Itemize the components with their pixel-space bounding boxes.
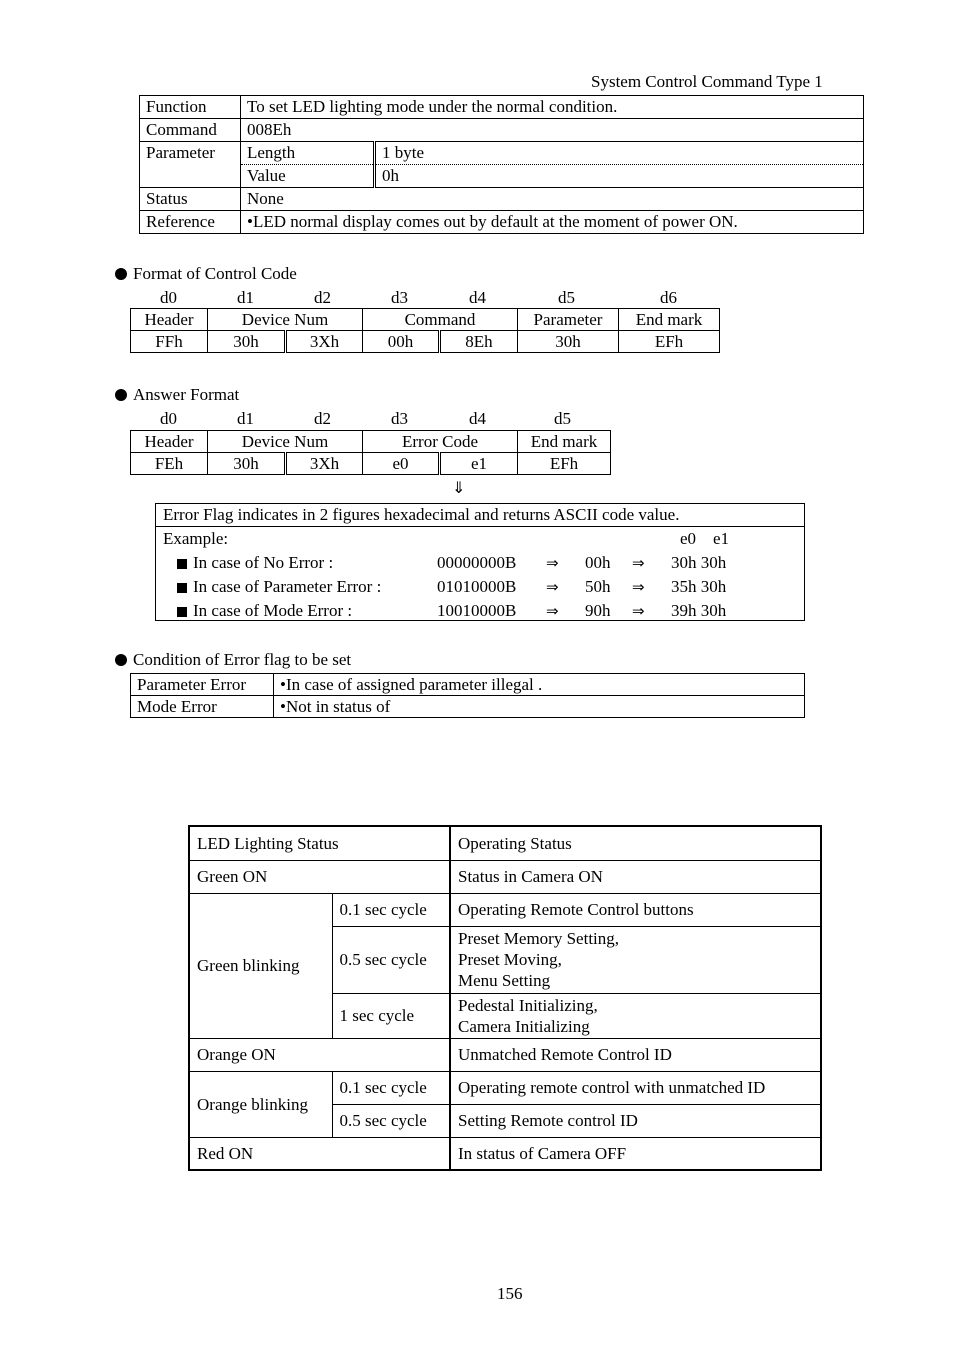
- d-label: d4: [469, 288, 486, 307]
- d-label: d2: [314, 288, 331, 307]
- condition-name: Mode Error: [131, 696, 274, 718]
- table-row: [131, 309, 720, 331]
- error-binary: 00000000B: [437, 553, 517, 572]
- operating-status: Operating remote control with unmatched ID: [450, 1071, 821, 1104]
- end-mark-cell: End mark: [518, 431, 611, 453]
- cycle: 0.1 sec cycle: [332, 893, 450, 926]
- example-row: [156, 527, 804, 551]
- cycle: 1 sec cycle: [332, 993, 450, 1038]
- error-case-label: In case of No Error :: [193, 553, 334, 572]
- led-status-table: [188, 825, 822, 1171]
- status-line: Preset Memory Setting,: [458, 929, 620, 948]
- status-label: Status: [140, 188, 241, 211]
- error-flag-description: Error Flag indicates in 2 figures hexadecimal and returns ASCII code value.: [156, 504, 804, 527]
- table-row: [189, 860, 821, 893]
- parameter-cell: Parameter: [518, 309, 619, 331]
- table-row: [189, 826, 821, 860]
- status-value: None: [241, 188, 864, 211]
- example-label: Example:: [163, 529, 229, 548]
- page-number: 156: [497, 1284, 523, 1303]
- value-cell: 3Xh: [286, 453, 363, 475]
- command-value: 008Eh: [241, 119, 864, 142]
- d-label: d5: [558, 288, 575, 307]
- value-cell: 30h: [208, 453, 286, 475]
- error-case-label: In case of Parameter Error :: [193, 577, 382, 596]
- control-code-d-labels: [0, 288, 954, 308]
- square-bullet-icon: [177, 559, 187, 569]
- table-row: [189, 1071, 821, 1104]
- d-label: d1: [237, 288, 254, 307]
- table-row: [140, 211, 864, 234]
- reference-label: Reference: [140, 211, 241, 234]
- table-row: [140, 188, 864, 211]
- square-bullet-icon: [177, 607, 187, 617]
- d-label: d0: [160, 288, 177, 307]
- header-cell: Header: [131, 431, 208, 453]
- cycle: 0.1 sec cycle: [332, 1071, 450, 1104]
- command-summary-table: [139, 95, 864, 234]
- operating-status: [450, 993, 821, 1038]
- status-line: Camera Initializing: [458, 1016, 590, 1036]
- right-arrow-icon: ⇒: [632, 602, 645, 620]
- value-cell: FFh: [131, 331, 208, 353]
- error-case-label: In case of Mode Error :: [193, 601, 353, 620]
- d-label: d3: [391, 288, 408, 307]
- value-cell: EFh: [518, 453, 611, 475]
- value-cell: e0: [363, 453, 440, 475]
- function-value: To set LED lighting mode under the normal condition.: [241, 96, 864, 119]
- operating-status: Unmatched Remote Control ID: [450, 1038, 821, 1071]
- value-cell: 30h: [518, 331, 619, 353]
- right-arrow-icon: ⇒: [632, 554, 645, 572]
- value-value: 0h: [375, 165, 864, 188]
- operating-status: Status in Camera ON: [450, 860, 821, 893]
- down-arrow-icon: ⇓: [452, 478, 466, 497]
- led-status: Red ON: [189, 1137, 450, 1170]
- status-line: Preset Moving,: [458, 950, 562, 969]
- table-row: [140, 96, 864, 119]
- condition-table: [130, 673, 805, 718]
- bullet-icon: [115, 268, 127, 280]
- error-ascii: 35h 30h: [671, 577, 727, 596]
- error-binary: 10010000B: [437, 601, 517, 620]
- e-labels: e0 e1: [680, 529, 730, 548]
- status-line: Menu Setting: [458, 971, 551, 990]
- table-row: [189, 1038, 821, 1071]
- control-code-table: [130, 308, 720, 353]
- right-arrow-icon: ⇒: [546, 578, 559, 596]
- table-row: [131, 331, 720, 353]
- error-hex: 50h: [585, 577, 611, 596]
- operating-status: [450, 926, 821, 993]
- error-binary: 01010000B: [437, 577, 517, 596]
- answer-format-heading-text: Answer Format: [133, 385, 240, 404]
- device-num-cell: Device Num: [208, 431, 363, 453]
- value-cell: 3Xh: [286, 331, 363, 353]
- table-row: [140, 142, 864, 165]
- answer-table: [130, 430, 611, 475]
- led-status: Green blinking: [189, 893, 332, 1038]
- error-hex: 00h: [585, 553, 611, 572]
- error-example-row: [156, 551, 804, 575]
- device-num-cell: Device Num: [208, 309, 363, 331]
- bullet-icon: [115, 654, 127, 666]
- length-label: Length: [241, 142, 375, 165]
- value-cell: e1: [440, 453, 518, 475]
- table-row: [189, 1137, 821, 1170]
- operating-status: In status of Camera OFF: [450, 1137, 821, 1170]
- table-row: [140, 119, 864, 142]
- end-mark-cell: End mark: [619, 309, 720, 331]
- table-row: [131, 453, 611, 475]
- value-cell: EFh: [619, 331, 720, 353]
- table-row: [189, 893, 821, 926]
- error-code-cell: Error Code: [363, 431, 518, 453]
- error-flag-box: [155, 503, 805, 621]
- bullet-icon: [115, 389, 127, 401]
- right-arrow-icon: ⇒: [632, 578, 645, 596]
- error-hex: 90h: [585, 601, 611, 620]
- reference-value: •LED normal display comes out by default at the moment of power ON.: [241, 211, 864, 234]
- operating-status: Setting Remote control ID: [450, 1104, 821, 1137]
- condition-desc: •In case of assigned parameter illegal .: [274, 674, 805, 696]
- condition-heading: [115, 649, 351, 671]
- control-code-heading: [115, 263, 297, 285]
- table-row: [131, 696, 805, 718]
- length-value: 1 byte: [375, 142, 864, 165]
- function-label: Function: [140, 96, 241, 119]
- command-label: Command: [140, 119, 241, 142]
- value-cell: FEh: [131, 453, 208, 475]
- right-arrow-icon: ⇒: [546, 602, 559, 620]
- error-example-row: [156, 575, 804, 599]
- led-status: Orange ON: [189, 1038, 450, 1071]
- answer-format-heading: [115, 384, 239, 406]
- value-cell: 8Eh: [440, 331, 518, 353]
- d-label: d2: [314, 409, 331, 428]
- d-label: d6: [660, 288, 677, 307]
- page-header-title: System Control Command Type 1: [591, 72, 823, 91]
- led-status: Orange blinking: [189, 1071, 332, 1137]
- table-row: [131, 674, 805, 696]
- led-col-header: LED Lighting Status: [189, 826, 450, 860]
- header-cell: Header: [131, 309, 208, 331]
- table-row: [131, 431, 611, 453]
- cycle: 0.5 sec cycle: [332, 926, 450, 993]
- error-ascii: 39h 30h: [671, 601, 727, 620]
- square-bullet-icon: [177, 583, 187, 593]
- status-line: Pedestal Initializing,: [458, 995, 598, 1015]
- led-status: Green ON: [189, 860, 450, 893]
- parameter-label: Parameter: [140, 142, 241, 188]
- error-example-row: [156, 599, 804, 623]
- command-cell: Command: [363, 309, 518, 331]
- d-label: d1: [237, 409, 254, 428]
- answer-d-labels: [0, 409, 954, 429]
- d-label: d5: [554, 409, 571, 428]
- table-row: [140, 165, 864, 188]
- value-label: Value: [241, 165, 375, 188]
- value-cell: 00h: [363, 331, 440, 353]
- error-ascii: 30h 30h: [671, 553, 727, 572]
- condition-desc: •Not in status of: [274, 696, 805, 718]
- control-code-heading-text: Format of Control Code: [133, 264, 297, 283]
- d-label: d3: [391, 409, 408, 428]
- d-label: d0: [160, 409, 177, 428]
- value-cell: 30h: [208, 331, 286, 353]
- d-label: d4: [469, 409, 486, 428]
- condition-name: Parameter Error: [131, 674, 274, 696]
- cycle: 0.5 sec cycle: [332, 1104, 450, 1137]
- right-arrow-icon: ⇒: [546, 554, 559, 572]
- operating-status: Operating Remote Control buttons: [450, 893, 821, 926]
- operating-col-header: Operating Status: [450, 826, 821, 860]
- condition-heading-text: Condition of Error flag to be set: [133, 650, 352, 669]
